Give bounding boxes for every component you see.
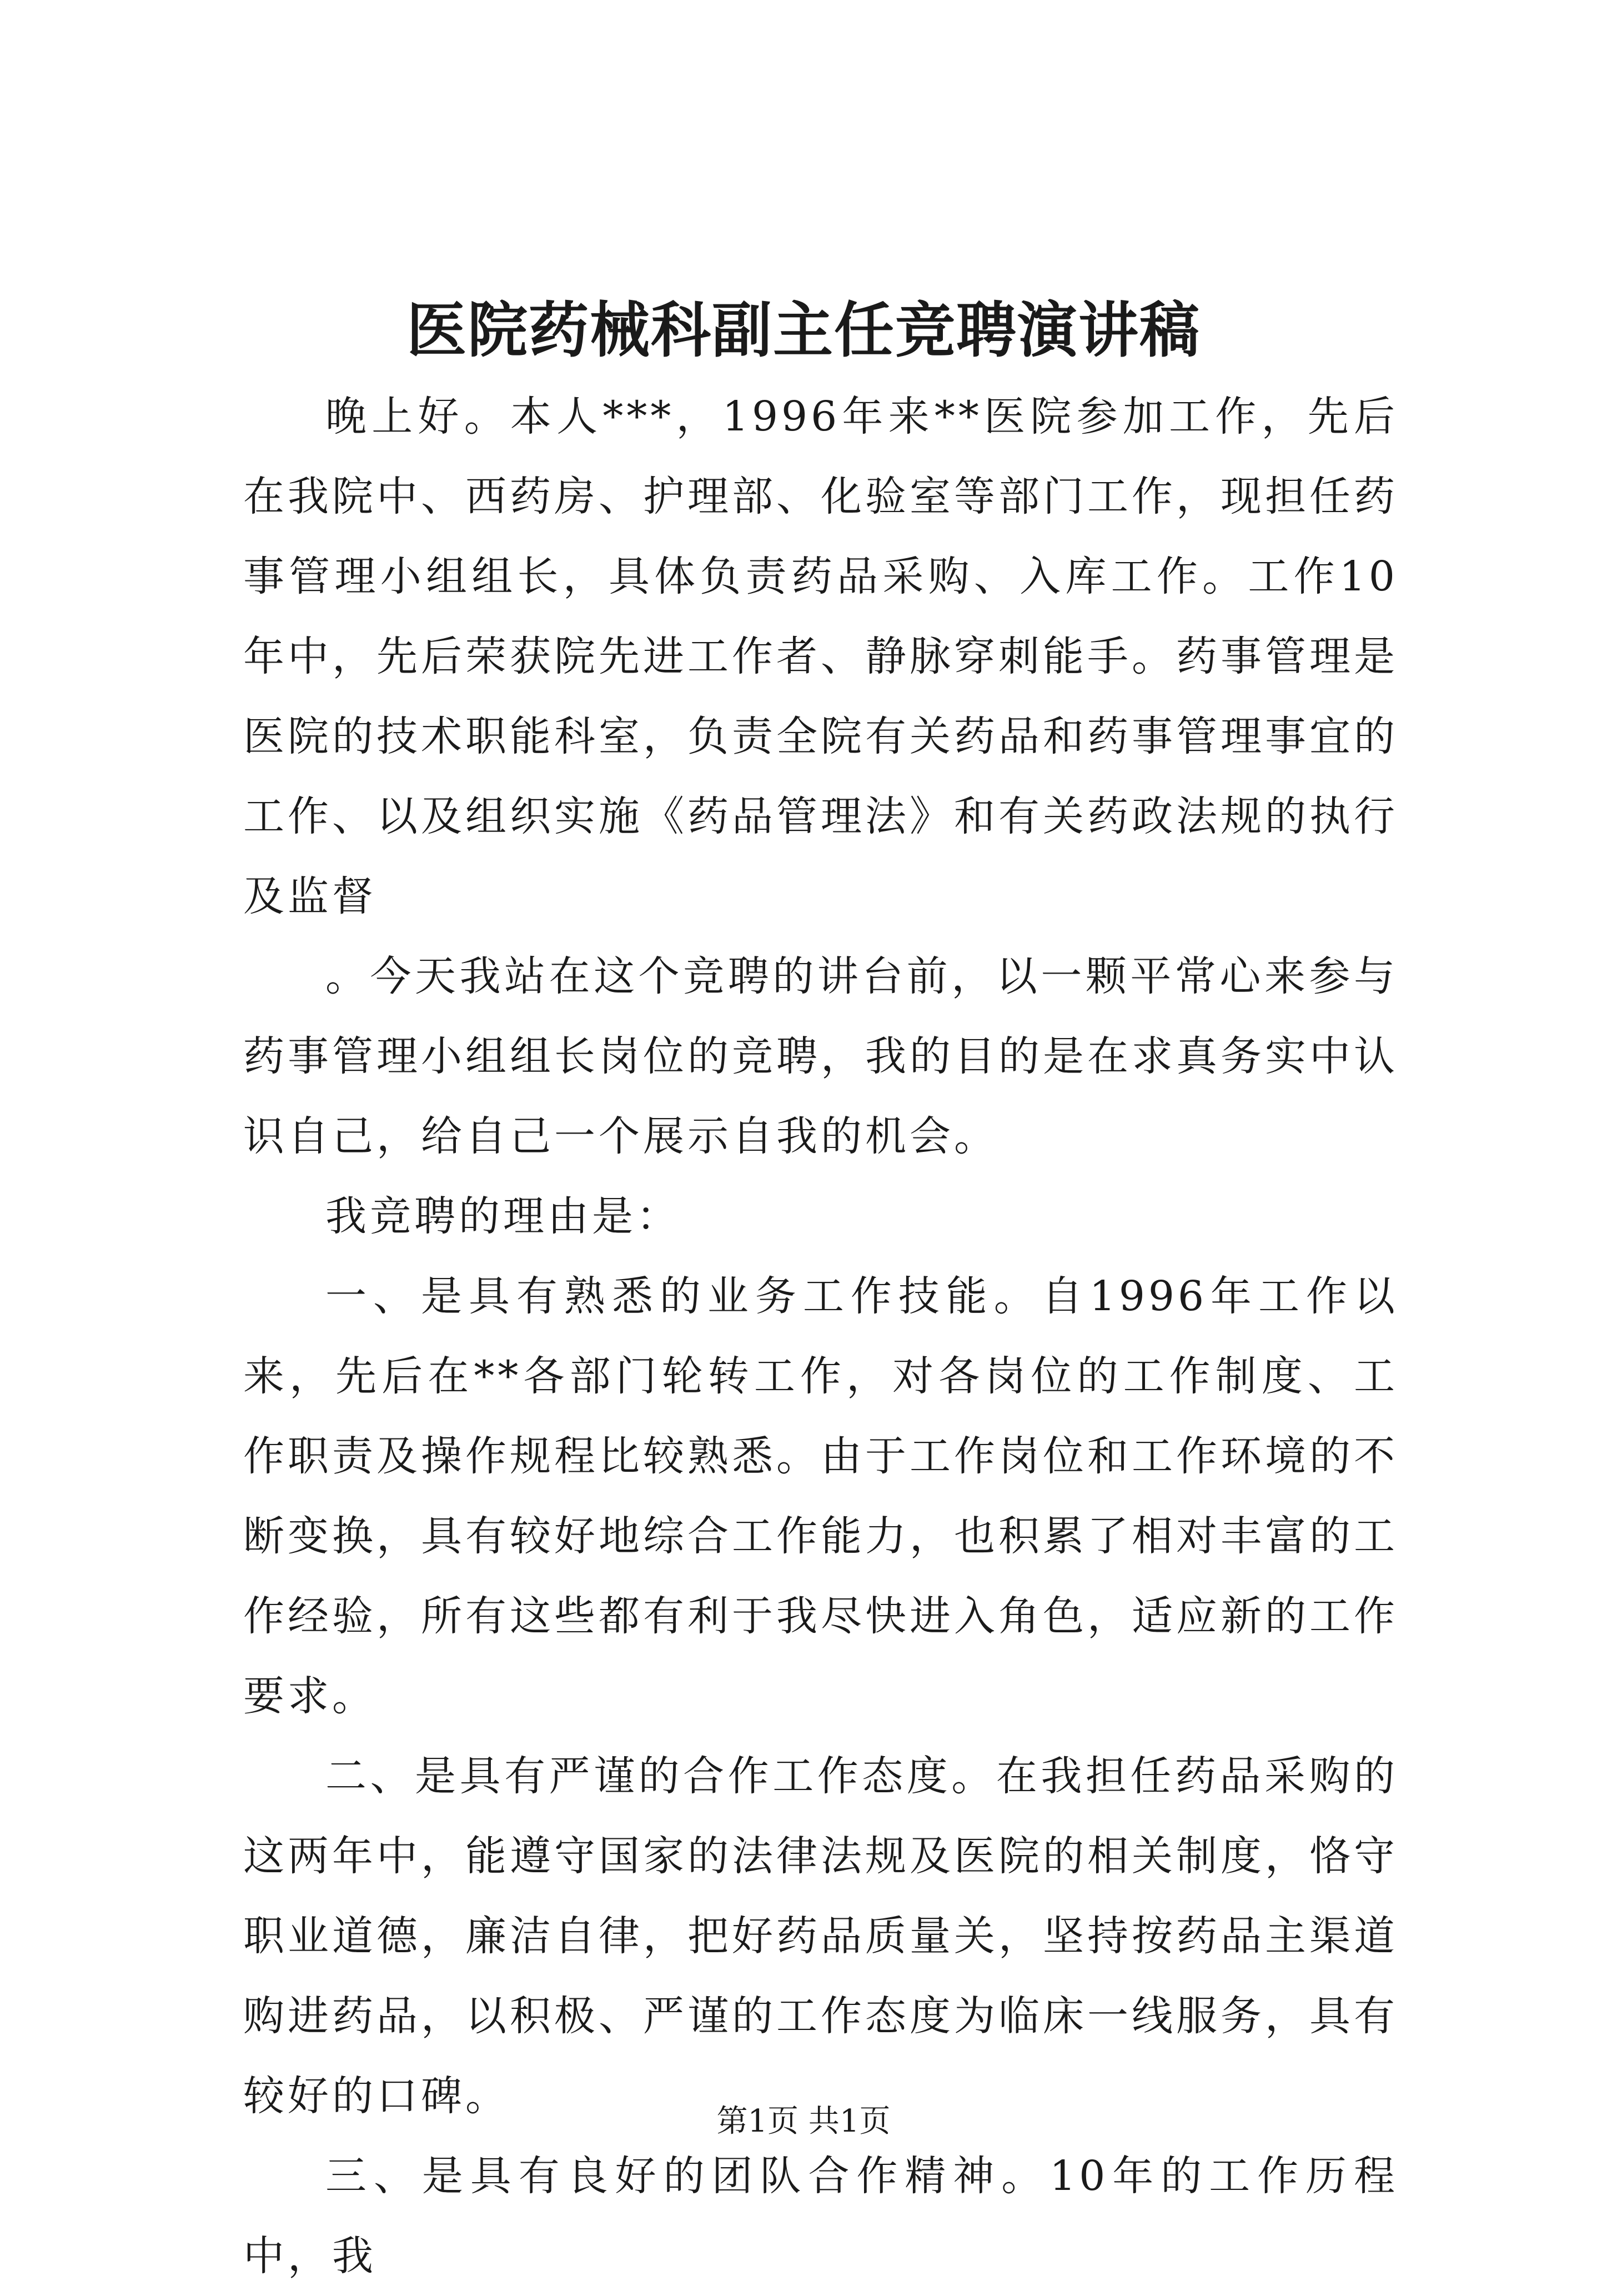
document-title: 医院药械科副主任竞聘演讲稿 — [406, 295, 1201, 365]
paragraph: 三、是具有良好的团队合作精神。10年的工作历程中，我 — [243, 2152, 1398, 2280]
paragraph: 二、是具有严谨的合作工作态度。在我担任药品采购的这两年中，能遵守国家的法律法规及医院的相关制度，恪守职业道德，廉洁自律，把好药品质量关，坚持按药品主渠道购进药品，以积极、严谨的工作态度为临床一线服务，具有较好的口碑。 — [243, 1752, 1398, 2120]
paragraph: 我竞聘的理由是： — [325, 1192, 681, 1240]
document-body — [243, 377, 1398, 2296]
page-footer: 第1页 共1页 — [716, 2103, 891, 2139]
paragraph: 。今天我站在这个竞聘的讲台前，以一颗平常心来参与药事管理小组组长岗位的竞聘，我的目的是在求真务实中认识自己，给自己一个展示自我的机会。 — [243, 953, 1398, 1160]
paragraph: 晚上好。本人***，1996年来**医院参加工作，先后在我院中、西药房、护理部、化验室等部门工作，现担任药事管理小组组长，具体负责药品采购、入库工作。工作10年中，先后荣获院先进工作者、静脉穿刺能手。药事管理是医院的技术职能科室，负责全院有关药品和药事管理事宜的工作、以及组织实施《药品管理法》和有关药政法规的执行及监督 — [243, 393, 1398, 920]
paragraph: 一、是具有熟悉的业务工作技能。自1996年工作以来，先后在**各部门轮转工作，对各岗位的工作制度、工作职责及操作规程比较熟悉。由于工作岗位和工作环境的不断变换，具有较好地综合工作能力，也积累了相对丰富的工作经验，所有这些都有利于我尽快进入角色，适应新的工作要求。 — [243, 1272, 1398, 1720]
